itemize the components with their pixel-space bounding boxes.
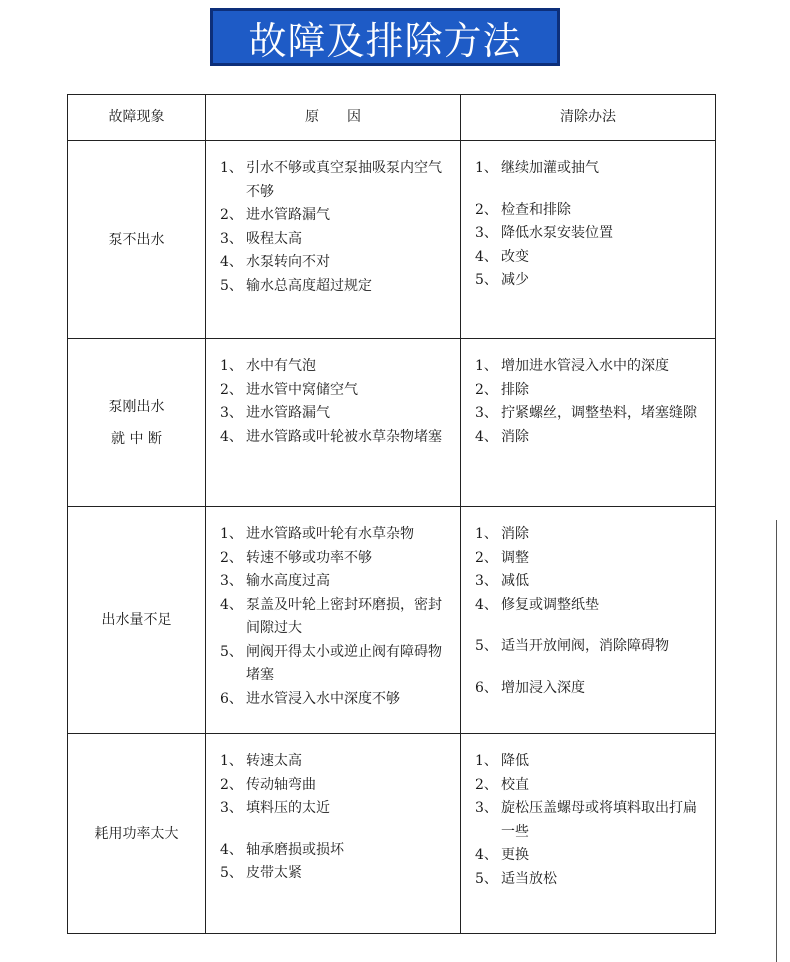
cause-item (220, 157, 450, 204)
item-number: 4、 (475, 248, 498, 265)
item-text: 减低 (501, 573, 529, 589)
cause-cell (206, 734, 461, 934)
cause-item (220, 750, 450, 774)
item-text: 水泵转向不对 (246, 254, 330, 270)
remedy-item (475, 797, 705, 844)
symptom-label: 耗用功率太大 (94, 825, 179, 842)
item-text: 进水管路或叶轮有水草杂物 (246, 526, 414, 542)
list-spacer (220, 821, 450, 839)
item-text: 进水管中窝储空气 (246, 381, 358, 398)
item-text: 填料压的太近 (246, 800, 330, 816)
symptom-cell (68, 141, 206, 339)
remedy-item (475, 246, 705, 270)
cause-item (220, 797, 450, 821)
table-row (68, 141, 716, 339)
table-row (68, 339, 716, 507)
item-text: 输水高度过高 (246, 573, 330, 589)
cause-item (220, 570, 450, 594)
cause-item (220, 228, 450, 252)
item-text: 引水不够或真空泵抽吸泵内空气不够 (246, 160, 442, 200)
scan-edge-line (776, 520, 777, 962)
item-text: 泵盖及叶轮上密封环磨损，密封间隙过大 (246, 596, 442, 636)
item-text: 进水管浸入水中深度不够 (246, 690, 400, 707)
item-number: 4、 (220, 428, 243, 445)
item-text: 轴承磨损或损坏 (246, 841, 344, 858)
remedy-item (475, 157, 705, 181)
cause-item (220, 862, 450, 886)
remedy-item (475, 355, 705, 379)
cause-item (220, 641, 450, 688)
cause-cell (206, 507, 461, 734)
page-title: 故障及排除方法 (210, 8, 560, 66)
item-number: 4、 (220, 596, 243, 613)
remedy-item (475, 774, 705, 798)
item-text: 修复或调整纸垫 (501, 596, 599, 613)
cause-item (220, 839, 450, 863)
remedy-item (475, 570, 705, 594)
item-text: 增加进水管浸入水中的深度 (501, 358, 669, 374)
cause-item (220, 204, 450, 228)
item-number: 1、 (220, 160, 243, 176)
item-text: 检查和排除 (501, 201, 571, 218)
table-row (68, 507, 716, 734)
list-spacer (475, 617, 705, 635)
remedy-item (475, 199, 705, 223)
item-number: 2、 (475, 776, 498, 793)
item-text: 调整 (501, 549, 529, 566)
item-text: 水中有气泡 (246, 358, 316, 374)
item-text: 消除 (501, 428, 529, 445)
cause-item (220, 774, 450, 798)
remedy-item (475, 523, 705, 547)
item-number: 2、 (220, 207, 243, 223)
item-text: 皮带太紧 (246, 865, 302, 881)
item-text: 降低水泵安装位置 (501, 225, 613, 241)
item-number: 1、 (475, 160, 498, 176)
item-text: 改变 (501, 248, 529, 265)
remedy-item (475, 426, 705, 450)
item-text: 转速不够或功率不够 (246, 549, 372, 566)
item-text: 进水管路漏气 (246, 207, 330, 223)
list-spacer (475, 181, 705, 199)
item-number: 3、 (220, 800, 243, 816)
cause-item (220, 688, 450, 712)
item-text: 继续加灌或抽气 (501, 160, 599, 176)
item-text: 旋松压盖螺母或将填料取出打扁一些 (501, 800, 697, 840)
remedy-item (475, 269, 705, 293)
item-number: 1、 (220, 526, 243, 542)
item-number: 2、 (475, 381, 498, 398)
remedy-item (475, 402, 705, 426)
item-number: 4、 (475, 847, 498, 863)
item-number: 4、 (475, 596, 498, 613)
troubleshooting-table (67, 94, 715, 932)
symptom-cell (68, 734, 206, 934)
cause-item (220, 275, 450, 299)
item-number: 5、 (220, 277, 243, 294)
remedy-item (475, 547, 705, 571)
item-number: 3、 (220, 573, 243, 589)
item-number: 6、 (475, 679, 498, 696)
item-number: 1、 (220, 753, 243, 769)
item-number: 2、 (220, 381, 243, 398)
remedy-cell (461, 734, 716, 934)
cause-item (220, 523, 450, 547)
remedy-item (475, 222, 705, 246)
item-number: 2、 (220, 776, 243, 793)
symptom-cell (68, 339, 206, 507)
cause-item (220, 379, 450, 403)
item-text: 闸阀开得太小或逆止阀有障碍物堵塞 (246, 643, 442, 683)
cause-item (220, 251, 450, 275)
table-header-row (68, 95, 716, 141)
symptom-label: 出水量不足 (101, 612, 172, 628)
item-number: 6、 (220, 690, 243, 707)
item-text: 消除 (501, 526, 529, 542)
list-spacer (475, 659, 705, 677)
cause-item (220, 547, 450, 571)
item-text: 进水管路或叶轮被水草杂物堵塞 (246, 428, 442, 445)
item-text: 校直 (501, 776, 529, 793)
cause-item (220, 355, 450, 379)
remedy-cell (461, 507, 716, 734)
item-number: 1、 (475, 753, 498, 769)
item-text: 适当开放闸阀，消除障碍物 (501, 638, 669, 654)
item-number: 5、 (220, 643, 243, 660)
item-number: 5、 (475, 272, 498, 288)
item-text: 排除 (501, 381, 529, 398)
item-text: 拧紧螺丝，调整垫料，堵塞缝隙 (501, 405, 697, 421)
symptom-label: 泵刚出水 (108, 398, 165, 415)
symptom-cell (68, 507, 206, 734)
table-row (68, 734, 716, 934)
remedy-item (475, 379, 705, 403)
item-number: 3、 (475, 225, 498, 241)
item-number: 4、 (220, 841, 243, 858)
cause-cell (206, 141, 461, 339)
cause-item (220, 594, 450, 641)
remedy-item (475, 635, 705, 659)
item-number: 3、 (475, 800, 498, 816)
header-symptom: 故障现象 (68, 95, 206, 141)
cause-cell (206, 339, 461, 507)
item-text: 转速太高 (246, 753, 302, 769)
cause-item (220, 426, 450, 450)
header-remedy: 清除办法 (461, 95, 716, 141)
symptom-label: 泵不出水 (108, 231, 165, 248)
item-number: 4、 (220, 254, 243, 270)
item-number: 5、 (220, 865, 243, 881)
item-number: 3、 (220, 230, 243, 247)
item-number: 1、 (475, 358, 498, 374)
cause-item (220, 402, 450, 426)
item-text: 进水管路漏气 (246, 405, 330, 421)
item-number: 1、 (220, 358, 243, 374)
item-number: 2、 (220, 549, 243, 566)
item-number: 3、 (475, 405, 498, 421)
item-text: 更换 (501, 847, 529, 863)
remedy-item (475, 868, 705, 892)
remedy-item (475, 844, 705, 868)
item-number: 5、 (475, 638, 498, 654)
item-text: 输水总高度超过规定 (246, 277, 372, 294)
remedy-item (475, 594, 705, 618)
item-number: 2、 (475, 201, 498, 218)
item-text: 增加浸入深度 (501, 679, 585, 696)
remedy-cell (461, 141, 716, 339)
remedy-item (475, 750, 705, 774)
item-number: 3、 (220, 405, 243, 421)
symptom-label: 就 中 断 (111, 430, 162, 447)
item-text: 吸程太高 (246, 230, 302, 247)
header-cause: 原 因 (206, 95, 461, 141)
item-text: 减少 (501, 272, 529, 288)
item-text: 传动轴弯曲 (246, 776, 316, 793)
item-number: 4、 (475, 428, 498, 445)
item-text: 适当放松 (501, 870, 557, 887)
remedy-item (475, 677, 705, 701)
item-number: 1、 (475, 526, 498, 542)
item-number: 3、 (475, 573, 498, 589)
item-text: 降低 (501, 753, 529, 769)
item-number: 2、 (475, 549, 498, 566)
item-number: 5、 (475, 870, 498, 887)
remedy-cell (461, 339, 716, 507)
